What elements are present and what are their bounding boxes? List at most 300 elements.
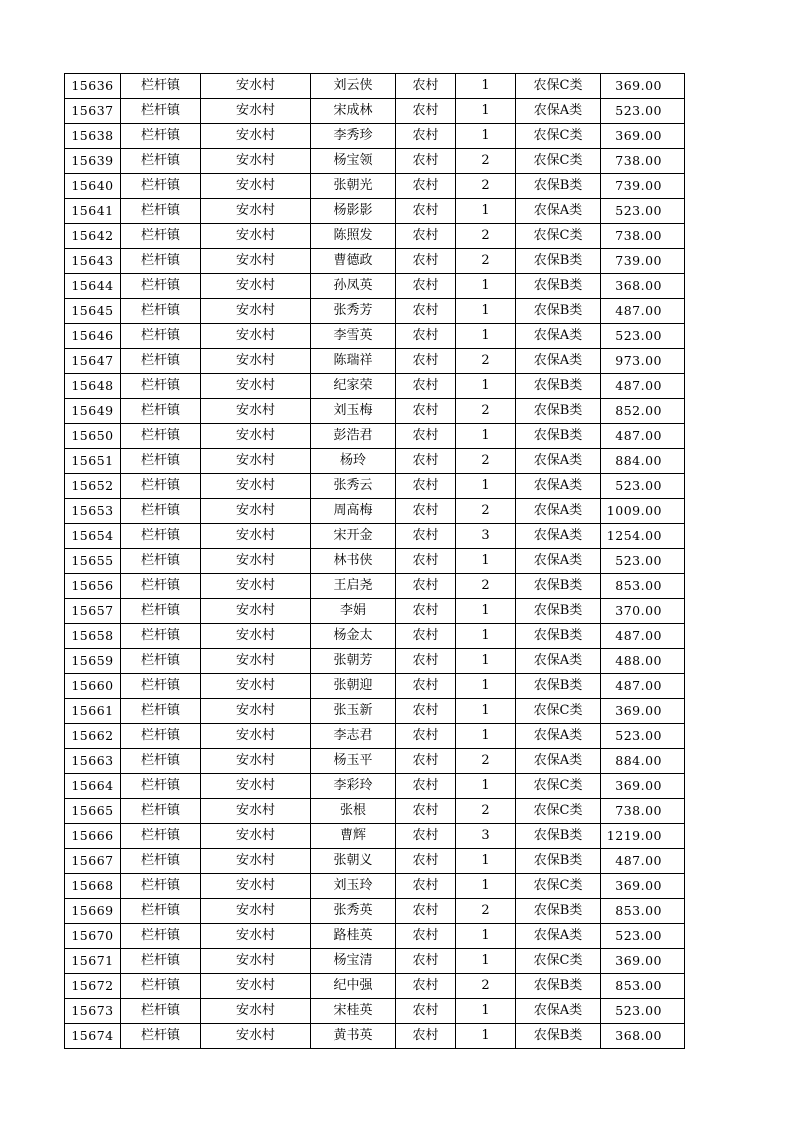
table-cell: 15672 xyxy=(65,974,121,999)
table-cell: 曹德政 xyxy=(311,249,396,274)
table-cell: 农村 xyxy=(396,224,456,249)
table-cell: 农保A类 xyxy=(516,549,601,574)
table-cell: 安水村 xyxy=(201,349,311,374)
table-cell: 农保B类 xyxy=(516,674,601,699)
table-cell: 15674 xyxy=(65,1024,121,1049)
table-row xyxy=(65,199,685,224)
table-cell: 488.00 xyxy=(601,649,685,674)
table-cell: 栏杆镇 xyxy=(121,349,201,374)
table-cell: 农村 xyxy=(396,399,456,424)
table-row xyxy=(65,949,685,974)
table-cell: 安水村 xyxy=(201,749,311,774)
table-row xyxy=(65,374,685,399)
table-cell: 1 xyxy=(456,599,516,624)
table-row xyxy=(65,74,685,99)
table-row xyxy=(65,424,685,449)
table-cell: 2 xyxy=(456,174,516,199)
table-cell: 523.00 xyxy=(601,474,685,499)
table-cell: 农村 xyxy=(396,424,456,449)
table-cell: 栏杆镇 xyxy=(121,574,201,599)
table-row xyxy=(65,574,685,599)
table-cell: 15645 xyxy=(65,299,121,324)
table-cell: 杨玲 xyxy=(311,449,396,474)
table-cell: 农村 xyxy=(396,699,456,724)
table-cell: 安水村 xyxy=(201,949,311,974)
table-cell: 农村 xyxy=(396,849,456,874)
table-cell: 栏杆镇 xyxy=(121,274,201,299)
table-cell: 栏杆镇 xyxy=(121,799,201,824)
table-cell: 张朝义 xyxy=(311,849,396,874)
table-cell: 杨宝清 xyxy=(311,949,396,974)
table-cell: 张玉新 xyxy=(311,699,396,724)
table-cell: 1254.00 xyxy=(601,524,685,549)
table-cell: 曹辉 xyxy=(311,824,396,849)
table-cell: 1 xyxy=(456,74,516,99)
table-cell: 安水村 xyxy=(201,299,311,324)
table-cell: 农保A类 xyxy=(516,524,601,549)
table-cell: 1 xyxy=(456,324,516,349)
table-cell: 农保B类 xyxy=(516,424,601,449)
table-cell: 农保B类 xyxy=(516,624,601,649)
table-cell: 安水村 xyxy=(201,574,311,599)
table-cell: 15646 xyxy=(65,324,121,349)
table-row xyxy=(65,849,685,874)
table-cell: 523.00 xyxy=(601,924,685,949)
table-row xyxy=(65,599,685,624)
table-cell: 农保B类 xyxy=(516,249,601,274)
table-cell: 安水村 xyxy=(201,849,311,874)
table-cell: 1 xyxy=(456,199,516,224)
table-cell: 栏杆镇 xyxy=(121,424,201,449)
table-cell: 15670 xyxy=(65,924,121,949)
table-cell: 纪家荣 xyxy=(311,374,396,399)
table-cell: 栏杆镇 xyxy=(121,624,201,649)
table-cell: 纪中强 xyxy=(311,974,396,999)
table-cell: 739.00 xyxy=(601,174,685,199)
table-cell: 栏杆镇 xyxy=(121,924,201,949)
table-cell: 李秀珍 xyxy=(311,124,396,149)
table-cell: 368.00 xyxy=(601,274,685,299)
table-cell: 农村 xyxy=(396,374,456,399)
table-cell: 15656 xyxy=(65,574,121,599)
table-row xyxy=(65,824,685,849)
table-cell: 15647 xyxy=(65,349,121,374)
table-row xyxy=(65,524,685,549)
table-cell: 农村 xyxy=(396,1024,456,1049)
table-cell: 农村 xyxy=(396,949,456,974)
table-cell: 农村 xyxy=(396,649,456,674)
table-cell: 张朝迎 xyxy=(311,674,396,699)
table-cell: 农保A类 xyxy=(516,999,601,1024)
table-cell: 农保B类 xyxy=(516,899,601,924)
table-cell: 安水村 xyxy=(201,1024,311,1049)
table-cell: 487.00 xyxy=(601,299,685,324)
table-cell: 1 xyxy=(456,649,516,674)
table-cell: 1 xyxy=(456,299,516,324)
table-cell: 张秀云 xyxy=(311,474,396,499)
table-cell: 农保A类 xyxy=(516,649,601,674)
table-cell: 15640 xyxy=(65,174,121,199)
table-cell: 陈照发 xyxy=(311,224,396,249)
table-cell: 农村 xyxy=(396,349,456,374)
table-cell: 栏杆镇 xyxy=(121,749,201,774)
table-cell: 安水村 xyxy=(201,974,311,999)
table-cell: 栏杆镇 xyxy=(121,949,201,974)
table-row xyxy=(65,224,685,249)
table-cell: 1 xyxy=(456,374,516,399)
table-cell: 农保B类 xyxy=(516,399,601,424)
table-cell: 15666 xyxy=(65,824,121,849)
table-cell: 安水村 xyxy=(201,724,311,749)
table-cell: 杨宝领 xyxy=(311,149,396,174)
table-cell: 农村 xyxy=(396,99,456,124)
table-cell: 农村 xyxy=(396,324,456,349)
table-cell: 李雪英 xyxy=(311,324,396,349)
table-row xyxy=(65,299,685,324)
table-cell: 369.00 xyxy=(601,949,685,974)
table-cell: 2 xyxy=(456,349,516,374)
table-cell: 农村 xyxy=(396,74,456,99)
table-cell: 安水村 xyxy=(201,674,311,699)
benefits-table xyxy=(64,73,685,1049)
table-cell: 栏杆镇 xyxy=(121,674,201,699)
table-cell: 农保B类 xyxy=(516,374,601,399)
table-cell: 2 xyxy=(456,749,516,774)
table-cell: 安水村 xyxy=(201,649,311,674)
table-cell: 农保B类 xyxy=(516,299,601,324)
table-cell: 523.00 xyxy=(601,324,685,349)
table-cell: 杨玉平 xyxy=(311,749,396,774)
table-cell: 农保B类 xyxy=(516,974,601,999)
table-cell: 1 xyxy=(456,474,516,499)
table-cell: 农保A类 xyxy=(516,349,601,374)
table-cell: 安水村 xyxy=(201,799,311,824)
table-cell: 884.00 xyxy=(601,449,685,474)
table-cell: 农保B类 xyxy=(516,824,601,849)
table-cell: 15658 xyxy=(65,624,121,649)
table-cell: 15653 xyxy=(65,499,121,524)
table-cell: 15662 xyxy=(65,724,121,749)
table-cell: 369.00 xyxy=(601,874,685,899)
table-cell: 栏杆镇 xyxy=(121,324,201,349)
table-cell: 农村 xyxy=(396,124,456,149)
table-cell: 安水村 xyxy=(201,874,311,899)
table-cell: 林书侠 xyxy=(311,549,396,574)
table-cell: 15657 xyxy=(65,599,121,624)
table-cell: 安水村 xyxy=(201,424,311,449)
table-cell: 369.00 xyxy=(601,774,685,799)
table-cell: 安水村 xyxy=(201,174,311,199)
table-cell: 15659 xyxy=(65,649,121,674)
table-cell: 农村 xyxy=(396,549,456,574)
table-cell: 15669 xyxy=(65,899,121,924)
table-cell: 农保C类 xyxy=(516,799,601,824)
table-cell: 农保A类 xyxy=(516,449,601,474)
table-cell: 农村 xyxy=(396,974,456,999)
table-cell: 宋成林 xyxy=(311,99,396,124)
table-row xyxy=(65,549,685,574)
table-cell: 2 xyxy=(456,149,516,174)
table-cell: 农保C类 xyxy=(516,74,601,99)
table-cell: 15660 xyxy=(65,674,121,699)
table-cell: 853.00 xyxy=(601,974,685,999)
table-cell: 农村 xyxy=(396,249,456,274)
table-cell: 农村 xyxy=(396,874,456,899)
table-cell: 15652 xyxy=(65,474,121,499)
table-cell: 370.00 xyxy=(601,599,685,624)
table-cell: 宋桂英 xyxy=(311,999,396,1024)
table-cell: 884.00 xyxy=(601,749,685,774)
table-cell: 农保A类 xyxy=(516,749,601,774)
table-cell: 523.00 xyxy=(601,724,685,749)
table-cell: 农村 xyxy=(396,724,456,749)
table-cell: 369.00 xyxy=(601,699,685,724)
table-cell: 农保A类 xyxy=(516,924,601,949)
table-cell: 张根 xyxy=(311,799,396,824)
table-cell: 农村 xyxy=(396,749,456,774)
table-cell: 农保A类 xyxy=(516,499,601,524)
table-cell: 安水村 xyxy=(201,824,311,849)
table-row xyxy=(65,774,685,799)
table-cell: 农村 xyxy=(396,774,456,799)
table-cell: 张朝芳 xyxy=(311,649,396,674)
table-row xyxy=(65,999,685,1024)
table-cell: 农村 xyxy=(396,174,456,199)
table-cell: 15644 xyxy=(65,274,121,299)
table-cell: 2 xyxy=(456,249,516,274)
table-cell: 487.00 xyxy=(601,374,685,399)
table-cell: 安水村 xyxy=(201,399,311,424)
table-cell: 农保C类 xyxy=(516,699,601,724)
table-cell: 农村 xyxy=(396,449,456,474)
table-cell: 安水村 xyxy=(201,549,311,574)
table-cell: 农村 xyxy=(396,824,456,849)
table-cell: 1219.00 xyxy=(601,824,685,849)
table-cell: 安水村 xyxy=(201,899,311,924)
table-cell: 3 xyxy=(456,824,516,849)
table-cell: 栏杆镇 xyxy=(121,299,201,324)
table-row xyxy=(65,499,685,524)
table-row xyxy=(65,1024,685,1049)
table-cell: 15663 xyxy=(65,749,121,774)
table-cell: 李志君 xyxy=(311,724,396,749)
table-cell: 安水村 xyxy=(201,524,311,549)
table-cell: 农村 xyxy=(396,674,456,699)
table-cell: 15641 xyxy=(65,199,121,224)
table-cell: 栏杆镇 xyxy=(121,599,201,624)
table-cell: 农保B类 xyxy=(516,174,601,199)
table-cell: 安水村 xyxy=(201,324,311,349)
table-cell: 栏杆镇 xyxy=(121,449,201,474)
table-row xyxy=(65,724,685,749)
table-cell: 安水村 xyxy=(201,99,311,124)
table-cell: 农保A类 xyxy=(516,99,601,124)
table-cell: 宋开金 xyxy=(311,524,396,549)
table-cell: 852.00 xyxy=(601,399,685,424)
table-cell: 739.00 xyxy=(601,249,685,274)
table-cell: 15661 xyxy=(65,699,121,724)
table-cell: 738.00 xyxy=(601,224,685,249)
table-row xyxy=(65,399,685,424)
table-cell: 栏杆镇 xyxy=(121,524,201,549)
table-row xyxy=(65,474,685,499)
table-cell: 农保B类 xyxy=(516,1024,601,1049)
table-cell: 1 xyxy=(456,949,516,974)
table-cell: 农保C类 xyxy=(516,149,601,174)
table-row xyxy=(65,99,685,124)
table-row xyxy=(65,624,685,649)
table-cell: 368.00 xyxy=(601,1024,685,1049)
table-cell: 安水村 xyxy=(201,499,311,524)
table-cell: 2 xyxy=(456,574,516,599)
table-cell: 1 xyxy=(456,924,516,949)
table-cell: 栏杆镇 xyxy=(121,149,201,174)
table-cell: 15654 xyxy=(65,524,121,549)
table-cell: 农保C类 xyxy=(516,874,601,899)
table-cell: 安水村 xyxy=(201,774,311,799)
table-cell: 1 xyxy=(456,424,516,449)
table-cell: 农村 xyxy=(396,524,456,549)
table-cell: 安水村 xyxy=(201,374,311,399)
table-cell: 15638 xyxy=(65,124,121,149)
table-cell: 15637 xyxy=(65,99,121,124)
table-cell: 农保B类 xyxy=(516,599,601,624)
table-cell: 杨金太 xyxy=(311,624,396,649)
table-cell: 栏杆镇 xyxy=(121,124,201,149)
table-cell: 张秀英 xyxy=(311,899,396,924)
table-cell: 栏杆镇 xyxy=(121,99,201,124)
table-cell: 农村 xyxy=(396,499,456,524)
table-cell: 周高梅 xyxy=(311,499,396,524)
table-cell: 安水村 xyxy=(201,249,311,274)
table-cell: 15650 xyxy=(65,424,121,449)
table-cell: 安水村 xyxy=(201,149,311,174)
table-row xyxy=(65,674,685,699)
table-cell: 15665 xyxy=(65,799,121,824)
table-cell: 1 xyxy=(456,1024,516,1049)
table-body xyxy=(65,74,685,1049)
table-cell: 栏杆镇 xyxy=(121,399,201,424)
table-cell: 彭浩君 xyxy=(311,424,396,449)
table-cell: 农保A类 xyxy=(516,199,601,224)
table-cell: 15639 xyxy=(65,149,121,174)
table-cell: 栏杆镇 xyxy=(121,549,201,574)
table-cell: 张秀芳 xyxy=(311,299,396,324)
table-cell: 栏杆镇 xyxy=(121,224,201,249)
table-cell: 安水村 xyxy=(201,699,311,724)
table-row xyxy=(65,449,685,474)
table-cell: 农保B类 xyxy=(516,574,601,599)
table-cell: 安水村 xyxy=(201,924,311,949)
table-cell: 栏杆镇 xyxy=(121,824,201,849)
table-cell: 安水村 xyxy=(201,224,311,249)
table-cell: 栏杆镇 xyxy=(121,174,201,199)
table-row xyxy=(65,974,685,999)
table-cell: 15671 xyxy=(65,949,121,974)
table-cell: 15651 xyxy=(65,449,121,474)
table-cell: 738.00 xyxy=(601,799,685,824)
table-cell: 栏杆镇 xyxy=(121,699,201,724)
table-cell: 2 xyxy=(456,499,516,524)
table-cell: 农村 xyxy=(396,299,456,324)
table-row xyxy=(65,799,685,824)
table-cell: 安水村 xyxy=(201,599,311,624)
table-cell: 853.00 xyxy=(601,899,685,924)
table-cell: 黄书英 xyxy=(311,1024,396,1049)
table-cell: 487.00 xyxy=(601,624,685,649)
table-cell: 369.00 xyxy=(601,124,685,149)
table-cell: 安水村 xyxy=(201,474,311,499)
table-cell: 15664 xyxy=(65,774,121,799)
table-cell: 栏杆镇 xyxy=(121,374,201,399)
table-cell: 栏杆镇 xyxy=(121,849,201,874)
table-cell: 农村 xyxy=(396,574,456,599)
table-cell: 487.00 xyxy=(601,424,685,449)
table-row xyxy=(65,324,685,349)
table-cell: 栏杆镇 xyxy=(121,724,201,749)
table-cell: 栏杆镇 xyxy=(121,499,201,524)
table-cell: 安水村 xyxy=(201,274,311,299)
table-cell: 1 xyxy=(456,999,516,1024)
table-cell: 栏杆镇 xyxy=(121,874,201,899)
table-cell: 农村 xyxy=(396,899,456,924)
table-cell: 973.00 xyxy=(601,349,685,374)
table-cell: 15655 xyxy=(65,549,121,574)
table-cell: 1 xyxy=(456,849,516,874)
table-cell: 1 xyxy=(456,774,516,799)
table-cell: 农保C类 xyxy=(516,224,601,249)
table-cell: 栏杆镇 xyxy=(121,474,201,499)
table-cell: 农保A类 xyxy=(516,474,601,499)
table-cell: 栏杆镇 xyxy=(121,199,201,224)
table-cell: 487.00 xyxy=(601,674,685,699)
table-cell: 1 xyxy=(456,724,516,749)
table-cell: 农保A类 xyxy=(516,724,601,749)
table-row xyxy=(65,899,685,924)
table-row xyxy=(65,649,685,674)
table-cell: 2 xyxy=(456,224,516,249)
table-cell: 农村 xyxy=(396,799,456,824)
table-cell: 2 xyxy=(456,799,516,824)
table-row xyxy=(65,274,685,299)
table-cell: 栏杆镇 xyxy=(121,249,201,274)
table-cell: 15667 xyxy=(65,849,121,874)
table-cell: 农保B类 xyxy=(516,274,601,299)
table-cell: 农保C类 xyxy=(516,949,601,974)
table-cell: 李娟 xyxy=(311,599,396,624)
table-cell: 栏杆镇 xyxy=(121,899,201,924)
table-cell: 15668 xyxy=(65,874,121,899)
table-cell: 487.00 xyxy=(601,849,685,874)
table-cell: 2 xyxy=(456,399,516,424)
table-cell: 农保C类 xyxy=(516,124,601,149)
table-row xyxy=(65,749,685,774)
table-cell: 1 xyxy=(456,674,516,699)
table-cell: 农村 xyxy=(396,624,456,649)
table-cell: 15636 xyxy=(65,74,121,99)
table-cell: 15673 xyxy=(65,999,121,1024)
table-row xyxy=(65,124,685,149)
table-cell: 农村 xyxy=(396,274,456,299)
table-cell: 3 xyxy=(456,524,516,549)
table-cell: 1 xyxy=(456,274,516,299)
table-row xyxy=(65,149,685,174)
table-cell: 2 xyxy=(456,899,516,924)
table-cell: 农村 xyxy=(396,924,456,949)
table-cell: 523.00 xyxy=(601,99,685,124)
table-cell: 农村 xyxy=(396,199,456,224)
table-cell: 栏杆镇 xyxy=(121,774,201,799)
